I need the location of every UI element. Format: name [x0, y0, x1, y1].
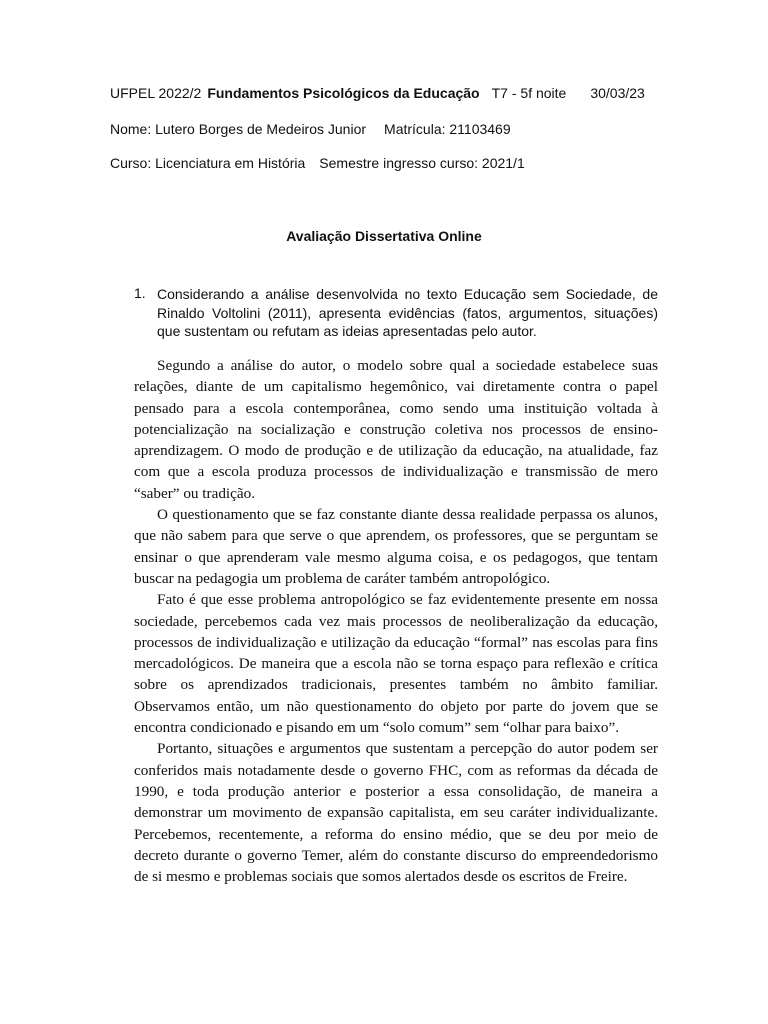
registration-number: Matrícula: 21103469	[384, 121, 511, 137]
entry-semester: Semestre ingresso curso: 2021/1	[319, 155, 525, 171]
question-text: Considerando a análise desenvolvida no texto Educação sem Sociedade, de Rinaldo Voltolini (2011), apresenta evidências (fatos, argumentos, situações) que sustentam ou refutam as ideias apresentadas pelo autor.	[157, 286, 658, 339]
program-name: Curso: Licenciatura em História	[110, 155, 306, 171]
institution-text: UFPEL 2022/2	[110, 85, 202, 101]
class-text: T7 - 5f noite	[491, 85, 567, 101]
question-number: 1.	[134, 285, 146, 301]
header-line-program	[110, 155, 525, 171]
date-text: 30/03/23	[590, 85, 645, 101]
answer-paragraph: Portanto, situações e argumentos que sustentam a percepção do autor podem ser conferidos mais notadamente desde o governo FHC, com as reformas da década de 1990, e toda produção anterior e posterior a essa consolidação, de maneira a demonstrar um movimento de expansão capitalista, em seu caráter individualizante. Percebemos, recentemente, a reforma do ensino médio, que se deu por meio de decreto durante o governo Temer, além do constante discurso do empreendedorismo de si mesmo e problemas sociais que somos alertados desde os escritos de Freire.	[134, 740, 658, 886]
header-line-student	[110, 121, 511, 137]
answer-paragraph: Fato é que esse problema antropológico se faz evidentemente presente em nossa sociedade, percebemos cada vez mais processos de neoliberalização da educação, processos de individualização e utilização da educação “formal” nas escolas para fins mercadológicos. De maneira que a escola não se torna espaço para reflexão e crítica sobre os aprendizados tradicionais, presentes também no âmbito familiar. Observamos então, um não questionamento do objeto por parte do jovem que se encontra condicionado e pisando em um “solo comum” sem “olhar para baixo”.	[134, 591, 658, 737]
question-item	[134, 285, 658, 341]
answer-paragraph: O questionamento que se faz constante diante dessa realidade perpassa os alunos, que não sabem para que serve o que aprendem, os professores, que se perguntam se ensinar o que aprenderam vale mesmo alguma coisa, e os pedagogos, que tentam buscar na pedagogia um problema de caráter também antropológico.	[134, 506, 658, 587]
answer-paragraph: Segundo a análise do autor, o modelo sobre qual a sociedade estabelece suas relações, diante de um capitalismo hegemônico, vai diretamente contra o papel pensado para a escola contemporânea, como sendo uma instituição voltada à potencialização na socialização e construção coletiva nos processos de ensino-aprendizagem. O modo de produção e de utilização da educação, na atualidade, faz com que a escola produza processos de individualização e transmissão de mero “saber” ou tradição.	[134, 357, 658, 502]
student-name: Nome: Lutero Borges de Medeiros Junior	[110, 121, 367, 137]
course-title: Fundamentos Psicológicos da Educação	[207, 85, 480, 101]
answer-body	[134, 355, 658, 887]
document-title: Avaliação Dissertativa Online	[286, 228, 482, 244]
header-line-course	[110, 85, 645, 101]
